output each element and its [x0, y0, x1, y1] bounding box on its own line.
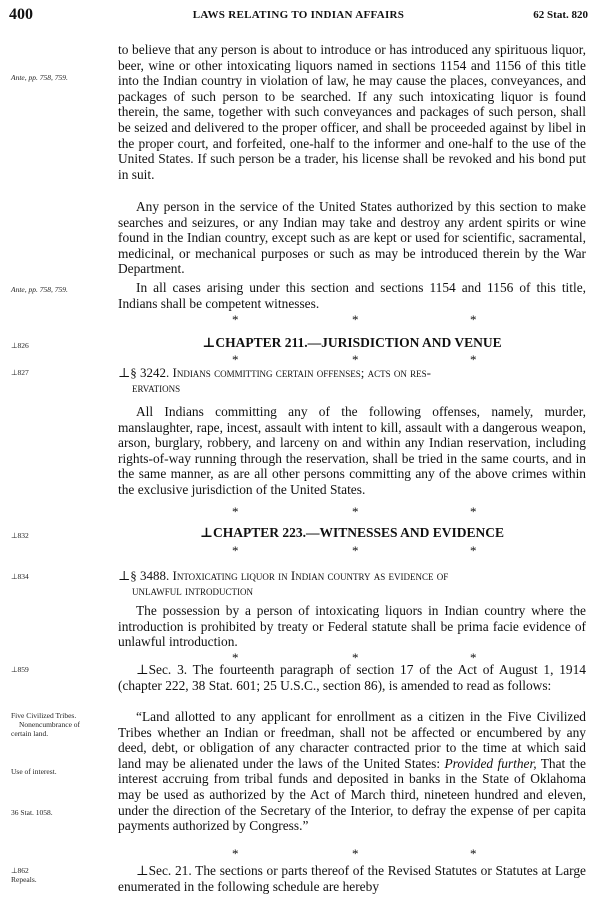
- paragraph-searches: to believe that any person is about to introduce or has introduced any spirituous liquor, beer, wine or other intoxicating liquors named in sections 1154 and 1156 of this title into the Indian country in violation of law, he may cause the places, conveyances, and packages of such person to be searched. If any such intoxicating liquor is found therein, the same, together with such conveyances and packages of such person, shall be seized and delivered to the proper officer, and shall be proceeded against by libel in the proper court, and forfeited, one-half to the informer and one-half to the use of the United States. If such person be a trader, his license shall be revoked and his bond put in suit.: [118, 42, 586, 182]
- running-header: [9, 6, 588, 28]
- paragraph-destroy-spirits: Any person in the service of the United States authorized by this section to make searches and seizures, or any Indian may take and destroy any ardent spirits or wine found in the Indian country, except such as are kept or used for scientific, sacramental, medicinal, or mechanical purposes or such as may be introduced therein by the War Department.: [118, 199, 586, 277]
- margin-note-repeals: Repeals.: [11, 875, 37, 884]
- margin-note-five-tribes: Five Civilized Tribes. Nonencumbrance of certain land.: [11, 711, 81, 738]
- section-break: * * *: [232, 312, 477, 327]
- margin-note-page-ref: ⊥859: [11, 665, 29, 674]
- margin-note-page-ref: ⊥827: [11, 368, 29, 377]
- proviso-italic: Provided further,: [444, 755, 537, 771]
- chapter-heading-211: ⊥CHAPTER 211.—JURISDICTION AND VENUE: [202, 335, 502, 350]
- section-break: * * *: [232, 352, 477, 367]
- margin-note-page-ref: ⊥834: [11, 572, 29, 581]
- section-heading-3488: ⊥§ 3488. Intoxicating liquor in Indian country as evidence of unlawful introduction: [118, 568, 449, 598]
- margin-note-ante: Ante, pp. 758, 759.: [11, 73, 68, 82]
- margin-note-page-ref: ⊥862: [11, 866, 29, 875]
- page-number: 400: [9, 6, 33, 23]
- section-break: * * *: [232, 543, 477, 558]
- margin-note-use-of-interest: Use of interest.: [11, 767, 57, 776]
- chapter-heading-223: ⊥CHAPTER 223.—WITNESSES AND EVIDENCE: [199, 525, 505, 540]
- margin-note-page-ref: ⊥826: [11, 341, 29, 350]
- paragraph-sec-21: ⊥Sec. 21. The sections or parts thereof of the Revised Statutes or Statutes at Large enumerated in the following schedule are hereby: [118, 863, 586, 894]
- running-title: LAWS RELATING TO INDIAN AFFAIRS: [192, 9, 405, 21]
- section-break: * * *: [232, 650, 477, 665]
- paragraph-offenses: All Indians committing any of the following offenses, namely, murder, manslaughter, rape, incest, assault with intent to kill, assault with a dangerous weapon, arson, burglary, robbery, and larceny on and within any Indian reservation, including rights-of-way running through the reservation, shall be tried in the same courts, and in the same manner, as are all other persons committing any of the above crimes within the exclusive jurisdiction of the United States.: [118, 404, 586, 497]
- section-heading-3242: ⊥§ 3242. Indians committing certain offenses; acts on res- ervations: [118, 365, 432, 395]
- paragraph-land-allotted: “Land allotted to any applicant for enrollment as a citizen in the Five Civilized Tribes whether an Indian or freedman, shall not be affected or encumbered by any deed, debt, or obligation of any character contracted prior to the time at which said land may be alienated under the laws of the United States: Provided further, That the interest accruing from tribal funds and deposited in banks in the State of Oklahoma may be used as authorized by the Act of March third, nineteen hundred and eleven, under the direction of the Secretary of the Interior, to defray the expense of per capita payments authorized by Congress.”: [118, 709, 586, 834]
- paragraph-competent-witnesses: In all cases arising under this section and sections 1154 and 1156 of this title, Indians shall be competent witnesses.: [118, 280, 586, 311]
- section-break: * * *: [232, 846, 477, 861]
- margin-note-ante: Ante, pp. 758, 759.: [11, 285, 68, 294]
- margin-note-stat-ref: 36 Stat. 1058.: [11, 808, 53, 817]
- margin-note-page-ref: ⊥832: [11, 531, 29, 540]
- stat-reference: 62 Stat. 820: [533, 9, 588, 21]
- paragraph-sec-3: ⊥Sec. 3. The fourteenth paragraph of section 17 of the Act of August 1, 1914 (chapter 222, 38 Stat. 601; 25 U.S.C., section 86), is amended to read as follows:: [118, 662, 586, 693]
- section-break: * * *: [232, 504, 477, 519]
- paragraph-prima-facie: The possession by a person of intoxicating liquors in Indian country where the introduction is prohibited by treaty or Federal statute shall be prima facie evidence of unlawful introduction.: [118, 603, 586, 650]
